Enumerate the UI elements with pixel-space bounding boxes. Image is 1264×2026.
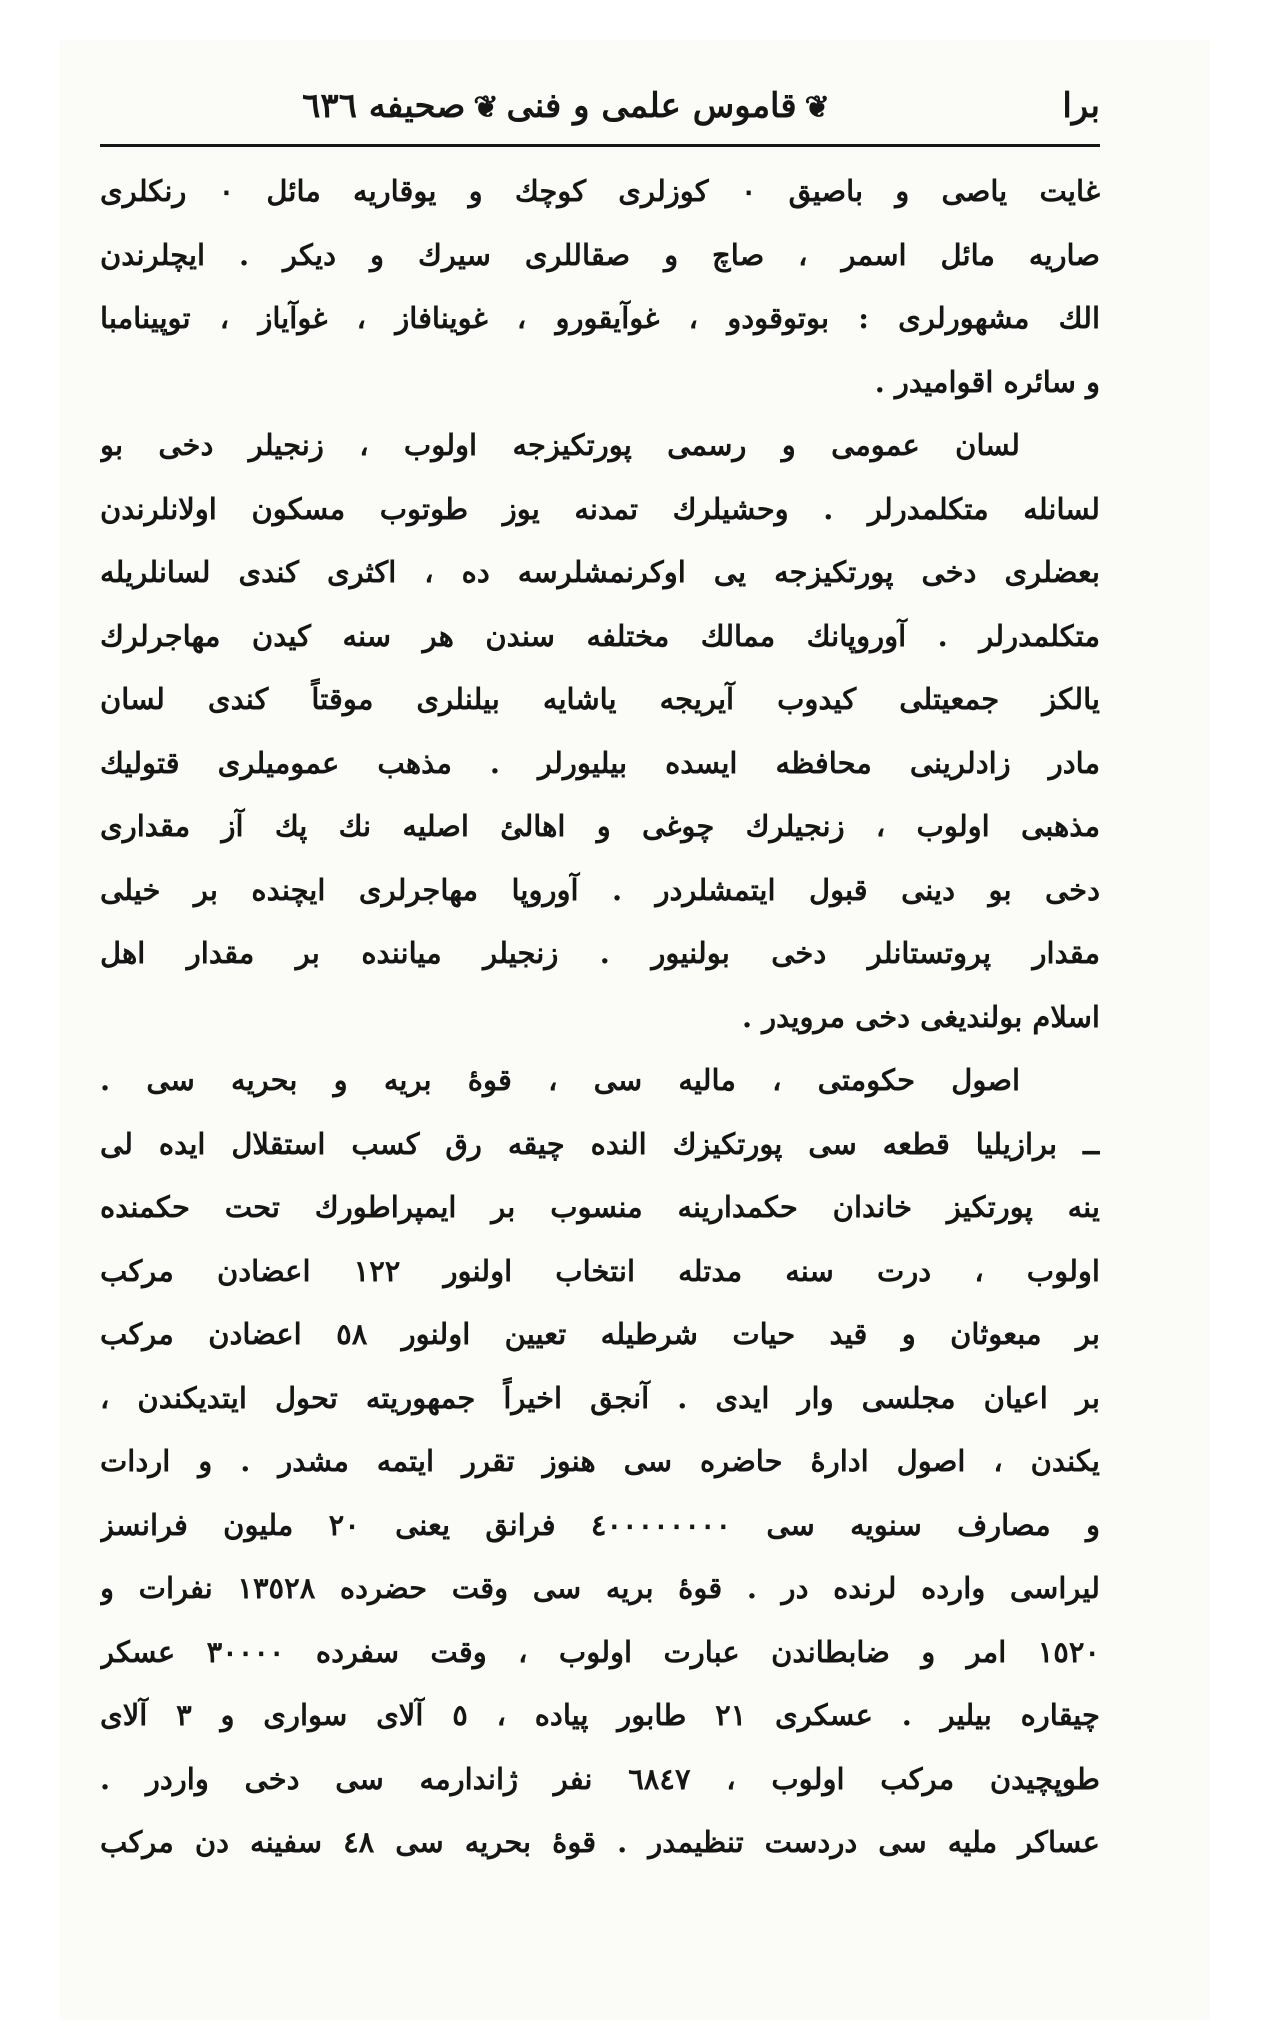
book-title: قاموس علمى و فنى [506, 86, 797, 126]
ornament-icon: ❦ [473, 90, 499, 125]
text-line: بعضلرى دخى پورتكيزجه يى اوكرنمشلرسه ده ، اكثرى كندى لسانلريله [100, 555, 1100, 589]
text-line: ليراسى وارده لرنده در . قوۀ بريه سى وقت حضرده ١٣٥٢٨ نفرات و [100, 1571, 1100, 1605]
text-line: ــ برازيليا قطعه سى پورتكيزك النده چيقه رق كسب استقلال ايده لى [100, 1126, 1100, 1161]
text-line: مذهبى اولوب ، زنجيلرك چوغى و اهالئ اصليه نك پك آز مقدارى [100, 809, 1100, 843]
text-line: اسلام بولنديغى دخى مرويدر . [741, 999, 1100, 1034]
text-line: لسان عمومى و رسمى پورتكيزجه اولوب ، زنجيلر دخى بو [100, 428, 1021, 462]
text-line: ١٥٢٠ امر و ضابطاندن عبارت اولوب ، وقت سفرده ٣٠٠٠٠ عسكر [100, 1634, 1100, 1669]
text-line: صاريه مائل اسمر ، صاچ و صقاللرى سيرك و ديكر . ايچلرندن [100, 237, 1100, 272]
text-line: مادر زادلرينى محافظه ايسده بيليورلر . مذهب عموميلرى قتوليك [100, 745, 1100, 780]
text-line: عساكر مليه سى دردست تنظيمدر . قوۀ بحريه سى ٤٨ سفينه دن مركب [100, 1825, 1100, 1859]
text-line: طوپچيدن مركب اولوب ، ٦٨٤٧ نفر ژاندارمه سى دخى واردر . [100, 1761, 1100, 1796]
running-header [100, 82, 1100, 144]
text-line: و مصارف سنويه سى ٤٠٠٠٠٠٠٠٠ فرانق يعنى ٢٠ مليون فرانسز [100, 1507, 1100, 1542]
text-line: بر مبعوثان و قيد حيات شرطيله تعيين اولنور ٥٨ اعضادن مركب [100, 1317, 1100, 1351]
page-label: صحيفه ٦٣٦ [302, 86, 466, 126]
ornament-icon: ❦ [804, 90, 830, 125]
text-line: مقدار پروتستانلر دخى بولنيور . زنجيلر مياننده بر مقدار اهل [100, 936, 1100, 970]
text-line: و سائره اقواميدر . [874, 364, 1100, 399]
text-line: متكلمدرلر . آوروپانك ممالك مختلفه سندن هر سنه كيدن مهاجرلرك [100, 618, 1100, 653]
header-rule [100, 144, 1100, 147]
text-line: دخى بو دينى قبول ايتمشلردر . آوروپا مهاجرلرى ايچنده بر خيلى [100, 872, 1100, 907]
header-center [220, 86, 920, 126]
text-line: الك مشهورلرى : بوتوقودو ، غوآيقورو ، غوينافاز ، غوآياز ، توپينامبا [100, 301, 1100, 335]
section-heading: اصول حكومتى ، ماليه سى ، قوۀ بريه و بحريه سى . [100, 1063, 1020, 1097]
text-line: ينه پورتكيز خاندان حكمدارينه منسوب بر ايمپراطورك تحت حكمنده [100, 1190, 1100, 1224]
entry-word: برا [1062, 86, 1100, 126]
text-line: چيقاره بيلير . عسكرى ٢١ طابور پياده ، ٥ آلاى سوارى و ٣ آلاى [100, 1698, 1100, 1732]
text-line: لسانله متكلمدرلر . وحشيلرك تمدنه يوز طوتوب مسكون اولانلرندن [100, 491, 1100, 526]
text-line: بر اعيان مجلسى وار ايدى . آنجق اخيراً جمهوريته تحول ايتديكندن ، [100, 1380, 1100, 1415]
text-line: يكندن ، اصول ادارۀ حاضره سى هنوز تقرر ايتمه مشدر . و اردات [100, 1444, 1100, 1478]
body-text [100, 160, 1100, 1875]
text-line: غايت ياصى و باصيق ٠ كوزلرى كوچك و يوقاريه مائل ٠ رنكلرى [100, 174, 1100, 208]
text-line: اولوب ، درت سنه مدتله انتخاب اولنور ١٢٢ اعضادن مركب [100, 1253, 1100, 1288]
text-line: يالكز جمعيتلى كيدوب آيريجه ياشايه بيلنلرى موقتاً كندى لسان [100, 682, 1100, 716]
